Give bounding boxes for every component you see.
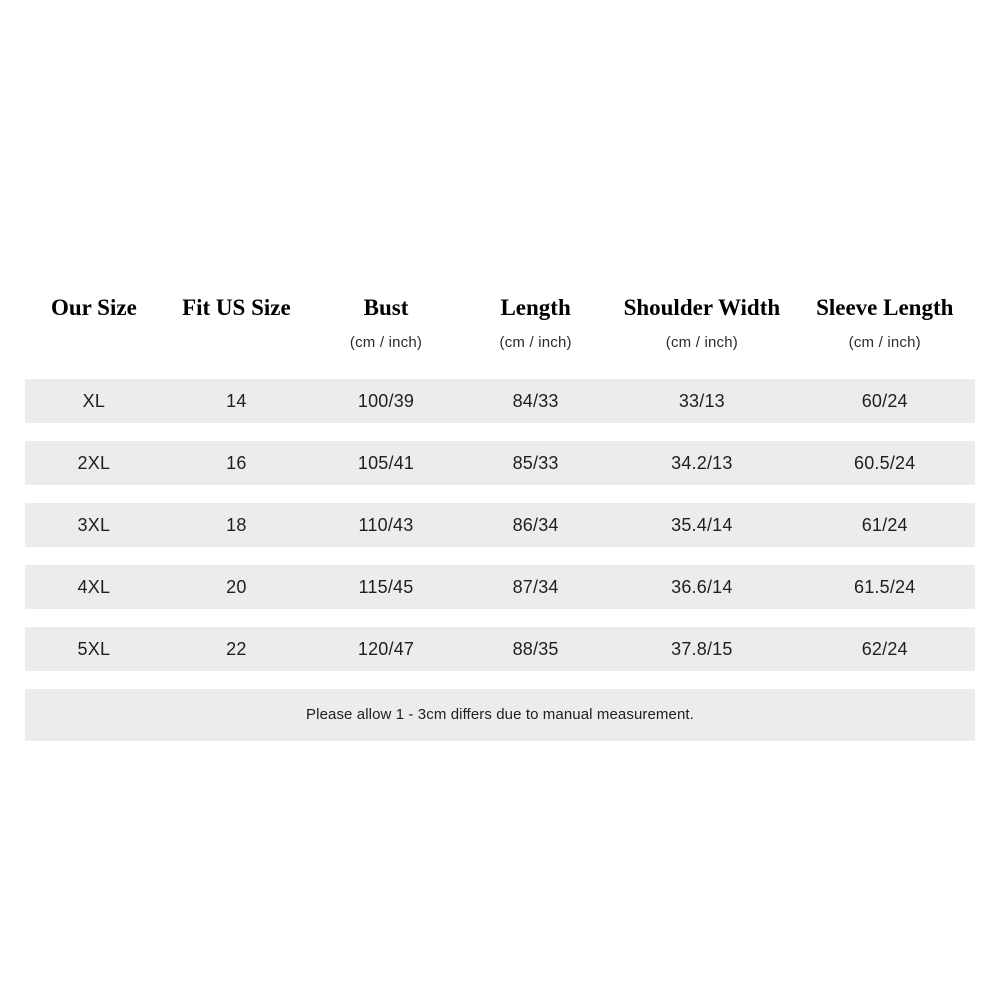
table-row [25, 441, 975, 485]
cell-sleeve-length: 60.5/24 [795, 441, 976, 485]
cell-bust: 100/39 [310, 379, 462, 423]
column-header-fit-us-size [163, 295, 310, 379]
cell-our-size: XL [25, 379, 163, 423]
column-header-label: Bust [363, 295, 409, 320]
column-header-our-size [25, 295, 163, 379]
cell-our-size: 5XL [25, 627, 163, 671]
cell-length: 84/33 [462, 379, 609, 423]
cell-length: 85/33 [462, 441, 609, 485]
cell-our-size: 3XL [25, 503, 163, 547]
cell-fit-us-size: 14 [163, 379, 310, 423]
column-header-shoulder-width [609, 295, 794, 379]
cell-length: 86/34 [462, 503, 609, 547]
column-header-unit: (cm / inch) [499, 334, 572, 352]
column-header-unit: (cm / inch) [349, 334, 423, 352]
cell-shoulder-width: 36.6/14 [609, 565, 794, 609]
cell-bust: 105/41 [310, 441, 462, 485]
table-row [25, 627, 975, 671]
cell-sleeve-length: 61/24 [795, 503, 976, 547]
table-row [25, 503, 975, 547]
column-header-label: Fit US Size [182, 295, 291, 320]
table-row [25, 379, 975, 423]
cell-fit-us-size: 22 [163, 627, 310, 671]
column-header-length [462, 295, 609, 379]
column-header-label: Our Size [50, 295, 137, 320]
column-header-label: Shoulder Width [623, 295, 781, 320]
row-spacer [25, 423, 975, 441]
cell-our-size: 2XL [25, 441, 163, 485]
cell-bust: 110/43 [310, 503, 462, 547]
size-chart [25, 295, 975, 741]
cell-fit-us-size: 18 [163, 503, 310, 547]
column-header-unit: (cm / inch) [848, 334, 921, 352]
measurement-note-wrapper [25, 689, 975, 741]
size-chart-table [25, 295, 975, 671]
cell-fit-us-size: 20 [163, 565, 310, 609]
table-header [25, 295, 975, 379]
cell-our-size: 4XL [25, 565, 163, 609]
column-header-unit: (cm / inch) [665, 334, 738, 352]
cell-length: 87/34 [462, 565, 609, 609]
cell-sleeve-length: 62/24 [795, 627, 976, 671]
cell-bust: 120/47 [310, 627, 462, 671]
cell-shoulder-width: 33/13 [609, 379, 794, 423]
row-spacer [25, 547, 975, 565]
column-header-label: Length [500, 295, 571, 320]
cell-bust: 115/45 [310, 565, 462, 609]
row-spacer [25, 609, 975, 627]
cell-shoulder-width: 37.8/15 [609, 627, 794, 671]
cell-length: 88/35 [462, 627, 609, 671]
cell-sleeve-length: 61.5/24 [795, 565, 976, 609]
cell-sleeve-length: 60/24 [795, 379, 976, 423]
cell-shoulder-width: 34.2/13 [609, 441, 794, 485]
cell-fit-us-size: 16 [163, 441, 310, 485]
table-body [25, 379, 975, 671]
column-header-bust [310, 295, 462, 379]
row-spacer [25, 485, 975, 503]
table-row [25, 565, 975, 609]
column-header-sleeve-length [795, 295, 976, 379]
column-header-label: Sleeve Length [816, 295, 954, 320]
measurement-note: Please allow 1 - 3cm differs due to manual measurement. [25, 689, 975, 741]
cell-shoulder-width: 35.4/14 [609, 503, 794, 547]
